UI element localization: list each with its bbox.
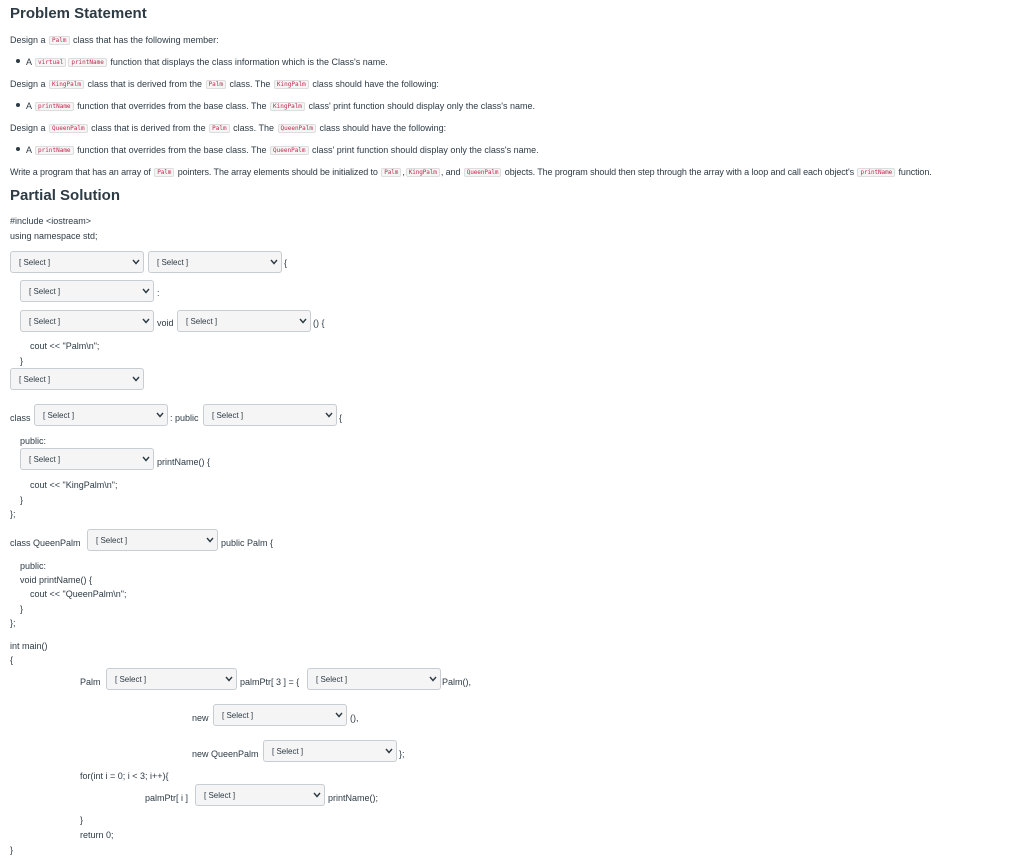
code-palm: Palm [154, 168, 174, 177]
chevron-down-icon [310, 785, 324, 805]
code-semiclose-2: }; [10, 618, 16, 628]
code-close-brace: } [20, 356, 24, 366]
code-kingpalm: KingPalm [406, 168, 440, 177]
select-dropdown-8[interactable]: [ Select ] [203, 404, 337, 426]
problem-heading: Problem Statement [10, 5, 147, 22]
code-close-brace-2: } [20, 495, 24, 505]
solution-heading: Partial Solution [10, 187, 121, 204]
code-palm-call: Palm(), [442, 677, 471, 687]
code-for: for(int i = 0; i < 3; i++){ [80, 771, 169, 781]
code-return: return 0; [80, 830, 114, 840]
code-queenpalm: QueenPalm [278, 124, 317, 133]
select-dropdown-13[interactable]: [ Select ] [213, 704, 347, 726]
code-palm: Palm [381, 168, 401, 177]
code-virtual: virtual [35, 58, 66, 67]
code-new-queen: new QueenPalm [192, 749, 259, 759]
code-palm: Palm [49, 36, 69, 45]
code-cout-palm: cout << "Palm\n"; [30, 341, 100, 351]
chevron-down-icon [129, 369, 143, 389]
code-paren-comma: (), [350, 713, 359, 723]
problem-bullet-3: A printName function that overrides from the base class. The QueenPalm class' print function should display only the class's name. [16, 145, 539, 155]
code-colon-public: : public [170, 413, 199, 423]
select-dropdown-9[interactable]: [ Select ] [20, 448, 154, 470]
code-palmptr: palmPtr[ 3 ] = { [240, 677, 300, 687]
bullet-icon [16, 103, 20, 107]
chevron-down-icon [139, 311, 153, 331]
problem-line-2: Design a KingPalm class that is derived from the Palm class. The KingPalm class should have the following: [10, 79, 439, 89]
code-close-brace-4: } [80, 815, 84, 825]
code-palmptr-i: palmPtr[ i ] [145, 793, 189, 803]
chevron-down-icon [153, 405, 167, 425]
select-dropdown-4[interactable]: [ Select ] [20, 310, 154, 332]
chevron-down-icon [222, 669, 236, 689]
code-brace-open: { [284, 258, 288, 268]
chevron-down-icon [426, 669, 440, 689]
code-printname-brace: printName() { [157, 457, 211, 467]
code-printname: printName [35, 146, 74, 155]
code-include: #include <iostream> [10, 216, 92, 226]
code-kingpalm: KingPalm [49, 80, 84, 89]
code-cout-king: cout << "KingPalm\n"; [30, 480, 118, 490]
code-palm: Palm [206, 80, 226, 89]
chevron-down-icon [332, 705, 346, 725]
problem-line-4: Write a program that has an array of Palm pointers. The array elements should be initialized to Palm , KingPalm , and QueenPalm objects. The program should then step through the array with a loop and call each object's printName function. [10, 167, 932, 177]
problem-bullet-2: A printName function that overrides from the base class. The KingPalm class' print function should display only the class's name. [16, 101, 535, 111]
select-dropdown-7[interactable]: [ Select ] [34, 404, 168, 426]
code-semiclose-1: }; [10, 509, 16, 519]
problem-line-1: Design a Palm class that has the following member: [10, 35, 219, 45]
code-colon: : [157, 288, 160, 298]
code-palm-type: Palm [80, 677, 101, 687]
select-dropdown-14[interactable]: [ Select ] [263, 740, 397, 762]
chevron-down-icon [139, 449, 153, 469]
code-void: void [157, 318, 174, 328]
code-printname: printName [68, 58, 107, 67]
code-main-close: } [10, 845, 14, 855]
chevron-down-icon [296, 311, 310, 331]
code-printname-call: printName(); [328, 793, 379, 803]
code-brace-open-2: { [339, 413, 343, 423]
code-public-palm: public Palm { [221, 538, 274, 548]
code-class: class [10, 413, 31, 423]
select-dropdown-12[interactable]: [ Select ] [307, 668, 441, 690]
code-semi-brace: }; [399, 749, 405, 759]
select-dropdown-10[interactable]: [ Select ] [87, 529, 218, 551]
chevron-down-icon [139, 281, 153, 301]
code-main: int main() [10, 641, 48, 651]
select-dropdown-15[interactable]: [ Select ] [195, 784, 325, 806]
select-dropdown-2[interactable]: [ Select ] [148, 251, 282, 273]
problem-bullet-1: A virtual printName function that displays the class information which is the Class's name. [16, 57, 388, 67]
bullet-icon [16, 147, 20, 151]
code-kingpalm: KingPalm [274, 80, 309, 89]
code-queenpalm: QueenPalm [49, 124, 88, 133]
code-queenpalm: QueenPalm [270, 146, 309, 155]
code-public-2: public: [20, 561, 47, 571]
chevron-down-icon [129, 252, 143, 272]
code-main-open: { [10, 655, 14, 665]
chevron-down-icon [267, 252, 281, 272]
code-using: using namespace std; [10, 231, 98, 241]
code-cout-queen: cout << "QueenPalm\n"; [30, 589, 127, 599]
chevron-down-icon [203, 530, 217, 550]
code-palm: Palm [209, 124, 229, 133]
chevron-down-icon [382, 741, 396, 761]
select-dropdown-3[interactable]: [ Select ] [20, 280, 154, 302]
code-close-brace-3: } [20, 604, 24, 614]
select-dropdown-11[interactable]: [ Select ] [106, 668, 237, 690]
problem-line-3: Design a QueenPalm class that is derived from the Palm class. The QueenPalm class should have the following: [10, 123, 447, 133]
code-parens-brace: () { [313, 318, 325, 328]
chevron-down-icon [322, 405, 336, 425]
code-class-queen: class QueenPalm [10, 538, 81, 548]
code-printname: printName [857, 168, 895, 177]
code-public-1: public: [20, 436, 47, 446]
code-kingpalm: KingPalm [270, 102, 305, 111]
select-dropdown-6[interactable]: [ Select ] [10, 368, 144, 390]
code-new: new [192, 713, 209, 723]
select-dropdown-1[interactable]: [ Select ] [10, 251, 144, 273]
bullet-icon [16, 59, 20, 63]
code-void-printname: void printName() { [20, 575, 93, 585]
select-dropdown-5[interactable]: [ Select ] [177, 310, 311, 332]
code-printname: printName [35, 102, 74, 111]
code-queenpalm: QueenPalm [464, 168, 502, 177]
